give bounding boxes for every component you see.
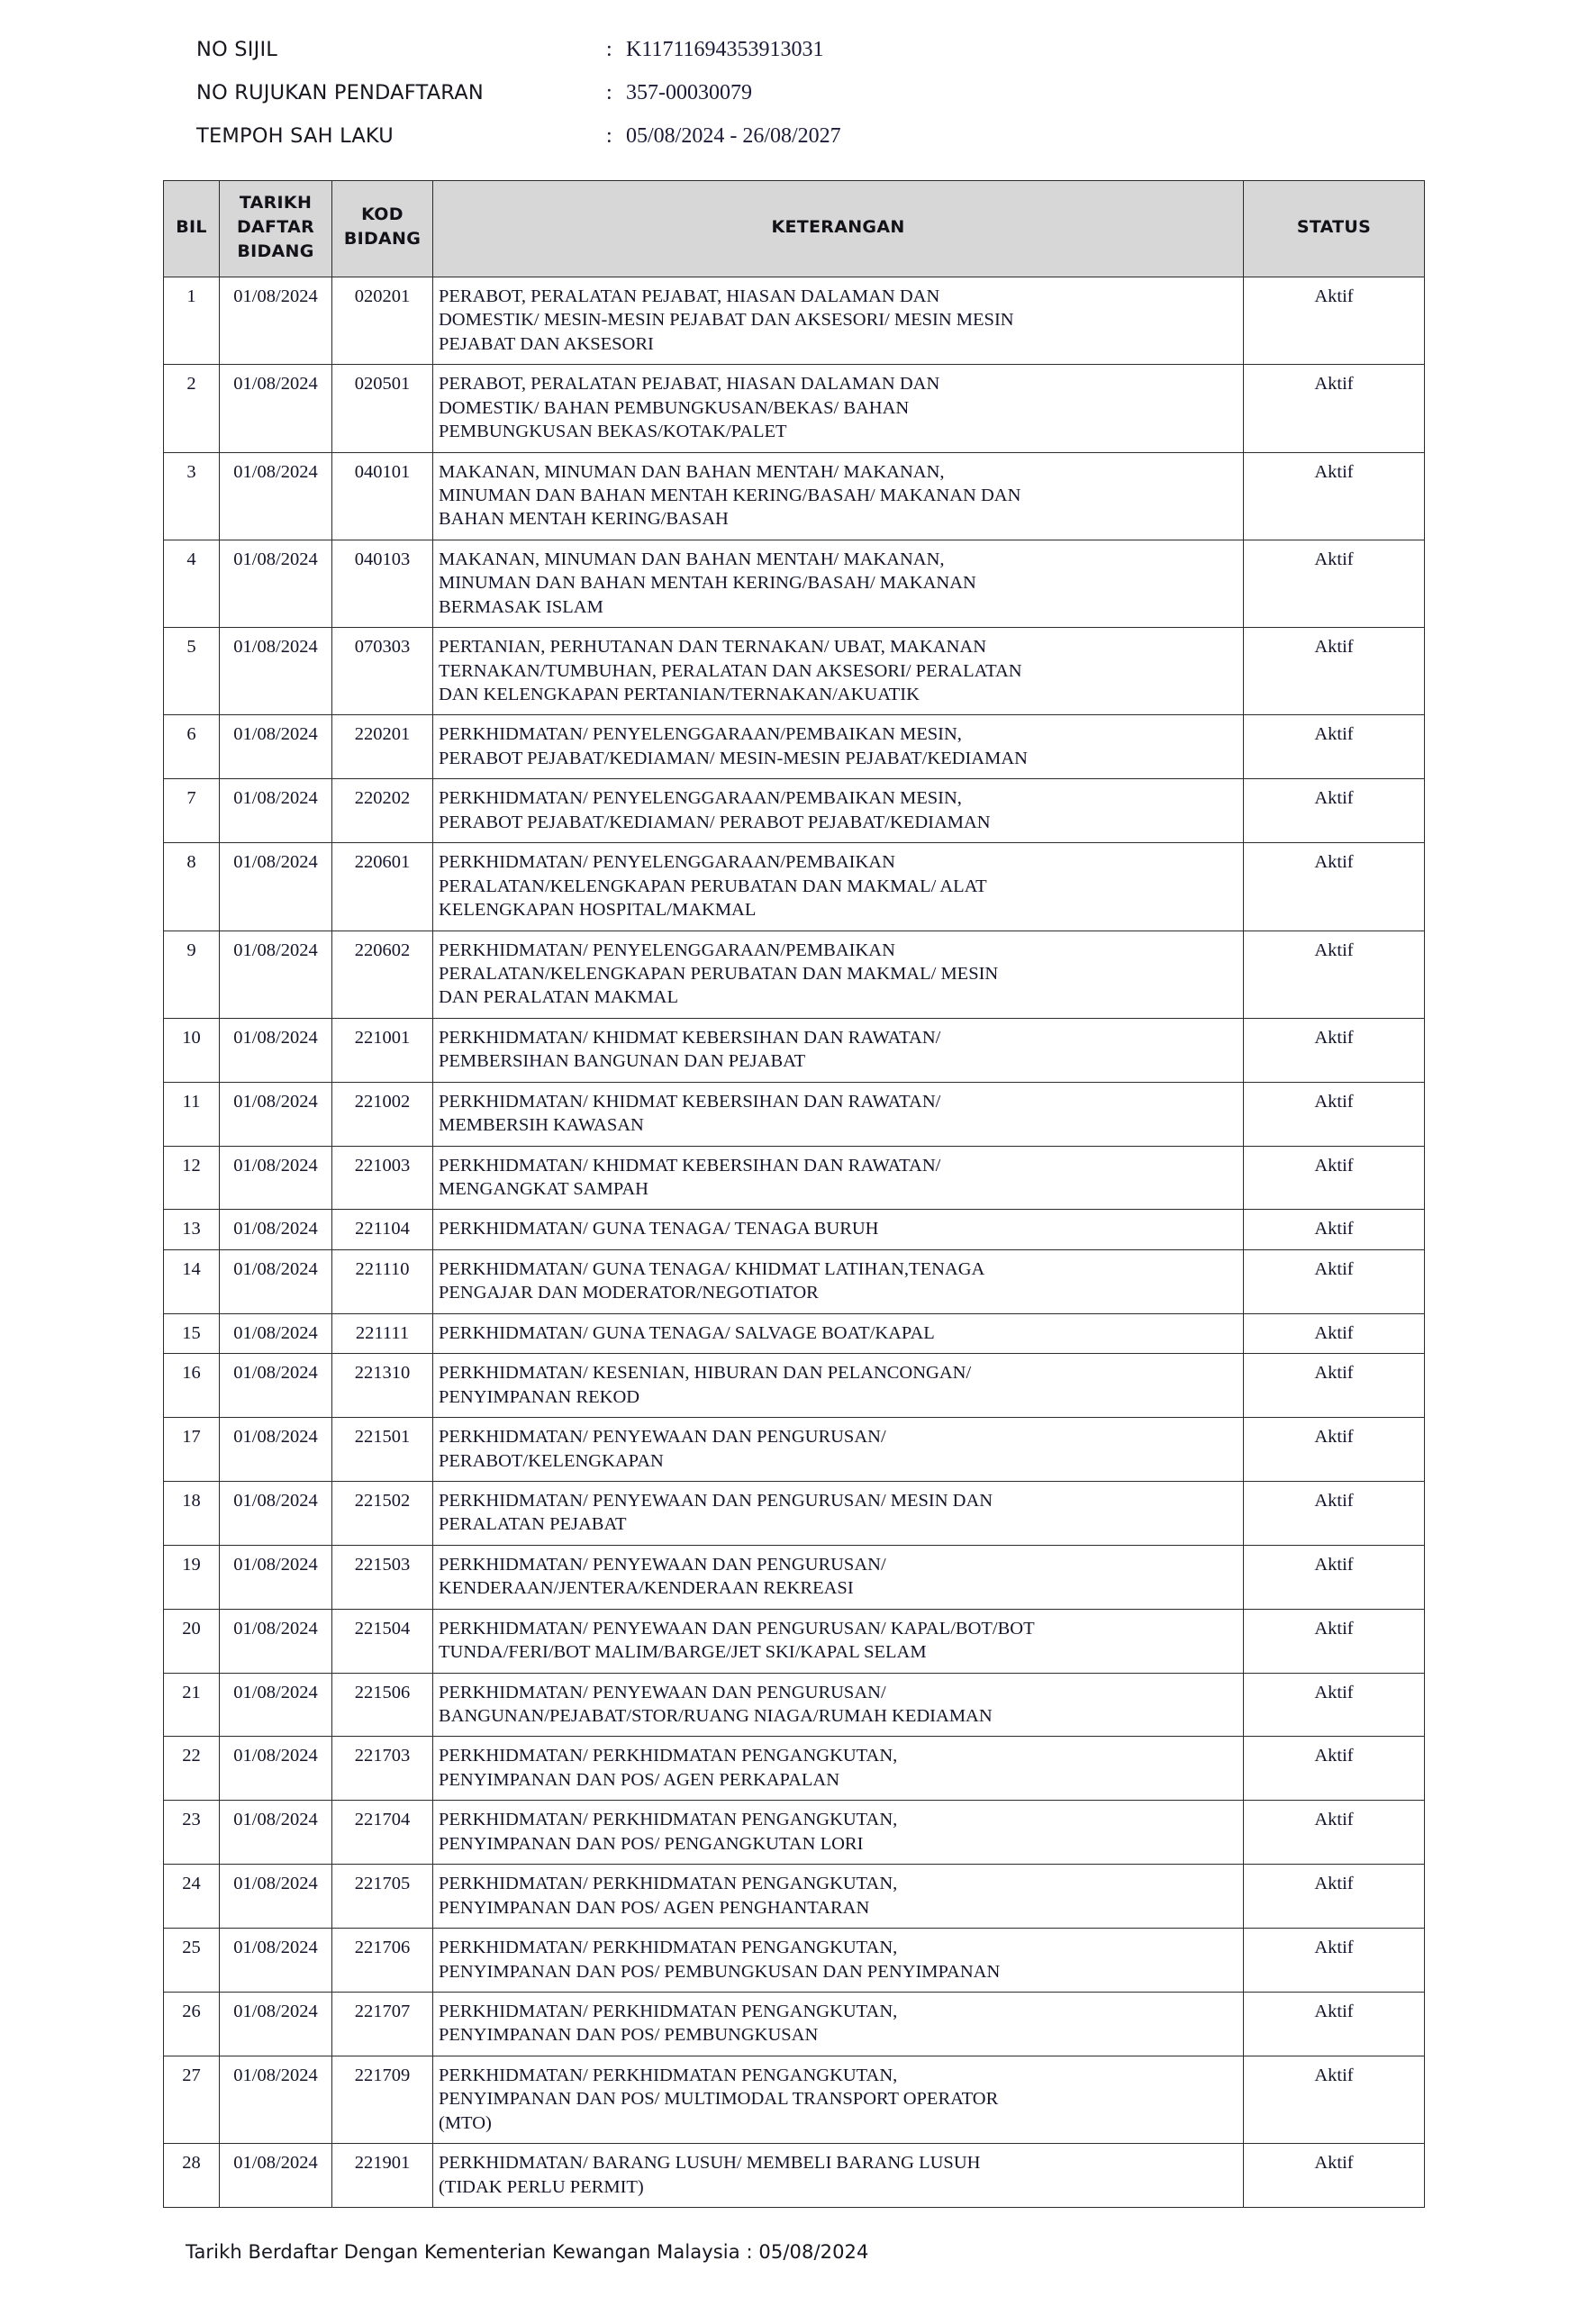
- column-header-tarikh-line-2: DAFTAR: [236, 216, 315, 237]
- status-badge: Aktif: [1244, 1929, 1425, 1993]
- cell-bil: 18: [164, 1481, 220, 1545]
- status-badge: Aktif: [1244, 779, 1425, 843]
- cell-bil: 8: [164, 843, 220, 931]
- column-header-bil-line-1: BIL: [176, 216, 207, 237]
- keterangan-line: MEMBERSIH KAWASAN: [439, 1115, 644, 1136]
- keterangan-line: PEMBUNGKUSAN BEKAS/KOTAK/PALET: [439, 422, 787, 442]
- cell-tarikh-daftar-bidang: 01/08/2024: [220, 1082, 332, 1146]
- column-header-status-line-1: STATUS: [1296, 216, 1372, 237]
- status-badge: Aktif: [1244, 540, 1425, 627]
- status-badge: Aktif: [1244, 1082, 1425, 1146]
- cell-kod-bidang: 040103: [332, 540, 433, 627]
- cell-tarikh-daftar-bidang: 01/08/2024: [220, 931, 332, 1018]
- keterangan-line: PENYIMPANAN DAN POS/ PEMBUNGKUSAN DAN PENYIMPANAN: [439, 1961, 1001, 1982]
- keterangan-line: PERKHIDMATAN/ KHIDMAT KEBERSIHAN DAN RAWATAN/: [439, 1091, 941, 1112]
- table-row: [164, 1249, 1425, 1313]
- keterangan-line: PERABOT/KELENGKAPAN: [439, 1450, 664, 1471]
- cell-tarikh-daftar-bidang: 01/08/2024: [220, 452, 332, 540]
- cell-tarikh-daftar-bidang: 01/08/2024: [220, 1992, 332, 2056]
- cell-keterangan: [433, 1210, 1244, 1249]
- table-row: [164, 1210, 1425, 1249]
- column-header-kod-bidang: [332, 181, 433, 277]
- cell-kod-bidang: 221706: [332, 1929, 433, 1993]
- cell-kod-bidang: 221709: [332, 2056, 433, 2143]
- keterangan-line: PERKHIDMATAN/ PENYEWAAN DAN PENGURUSAN/: [439, 1427, 886, 1448]
- cell-kod-bidang: 040101: [332, 452, 433, 540]
- status-badge: Aktif: [1244, 1609, 1425, 1673]
- status-badge: Aktif: [1244, 1018, 1425, 1082]
- keterangan-line: PEMBERSIHAN BANGUNAN DAN PEJABAT: [439, 1051, 806, 1072]
- column-header-kod-line-1: KOD: [361, 204, 404, 225]
- keterangan-line: MAKANAN, MINUMAN DAN BAHAN MENTAH/ MAKANAN,: [439, 461, 945, 482]
- keterangan-line: PERKHIDMATAN/ PERKHIDMATAN PENGANGKUTAN,: [439, 1810, 898, 1830]
- keterangan-line: PENYIMPANAN DAN POS/ PENGANGKUTAN LORI: [439, 1833, 864, 1854]
- cell-keterangan: [433, 1354, 1244, 1418]
- cell-tarikh-daftar-bidang: 01/08/2024: [220, 277, 332, 364]
- cell-bil: 22: [164, 1737, 220, 1801]
- cell-kod-bidang: 221111: [332, 1313, 433, 1353]
- keterangan-line: BANGUNAN/PEJABAT/STOR/RUANG NIAGA/RUMAH KEDIAMAN: [439, 1706, 993, 1727]
- cell-tarikh-daftar-bidang: 01/08/2024: [220, 1018, 332, 1082]
- status-badge: Aktif: [1244, 1481, 1425, 1545]
- cell-tarikh-daftar-bidang: 01/08/2024: [220, 1545, 332, 1609]
- cell-bil: 2: [164, 365, 220, 452]
- cell-kod-bidang: 221707: [332, 1992, 433, 2056]
- cell-bil: 16: [164, 1354, 220, 1418]
- status-badge: Aktif: [1244, 1865, 1425, 1929]
- keterangan-line: PERKHIDMATAN/ KESENIAN, HIBURAN DAN PELANCONGAN/: [439, 1363, 972, 1384]
- cell-kod-bidang: 221705: [332, 1865, 433, 1929]
- keterangan-line: MENGANGKAT SAMPAH: [439, 1179, 648, 1200]
- cell-bil: 3: [164, 452, 220, 540]
- cell-bil: 10: [164, 1018, 220, 1082]
- cell-keterangan: [433, 843, 1244, 931]
- cell-tarikh-daftar-bidang: 01/08/2024: [220, 1737, 332, 1801]
- keterangan-line: PERKHIDMATAN/ PENYELENGGARAAN/PEMBAIKAN MESIN,: [439, 724, 962, 745]
- cell-kod-bidang: 221901: [332, 2144, 433, 2208]
- cell-tarikh-daftar-bidang: 01/08/2024: [220, 1673, 332, 1737]
- cell-bil: 7: [164, 779, 220, 843]
- table-row: [164, 1737, 1425, 1801]
- status-badge: Aktif: [1244, 1354, 1425, 1418]
- meta-row-tempoh-sah-laku: [196, 124, 1187, 168]
- cell-kod-bidang: 220602: [332, 931, 433, 1018]
- cell-bil: 12: [164, 1146, 220, 1210]
- cell-keterangan: [433, 1545, 1244, 1609]
- table-row: [164, 1313, 1425, 1353]
- keterangan-line: BAHAN MENTAH KERING/BASAH: [439, 509, 729, 530]
- cell-kod-bidang: 221003: [332, 1146, 433, 1210]
- meta-colon-no-rujukan-pendaftaran: :: [606, 81, 612, 104]
- cell-keterangan: [433, 1673, 1244, 1737]
- table-row: [164, 715, 1425, 779]
- keterangan-line: MINUMAN DAN BAHAN MENTAH KERING/BASAH/ MAKANAN DAN: [439, 485, 1021, 505]
- table-row: [164, 1354, 1425, 1418]
- status-badge: Aktif: [1244, 1673, 1425, 1737]
- cell-kod-bidang: 221503: [332, 1545, 433, 1609]
- table-header-row: [164, 181, 1425, 277]
- cell-kod-bidang: 221104: [332, 1210, 433, 1249]
- column-header-tarikh-line-3: BIDANG: [237, 241, 314, 261]
- cell-keterangan: [433, 1146, 1244, 1210]
- keterangan-line: DOMESTIK/ BAHAN PEMBUNGKUSAN/BEKAS/ BAHAN: [439, 397, 910, 418]
- column-header-keterangan: [433, 181, 1244, 277]
- table-row: [164, 1929, 1425, 1993]
- table-row: [164, 1481, 1425, 1545]
- table-row: [164, 1992, 1425, 2056]
- cell-bil: 13: [164, 1210, 220, 1249]
- cell-kod-bidang: 220201: [332, 715, 433, 779]
- cell-keterangan: [433, 715, 1244, 779]
- status-badge: Aktif: [1244, 1801, 1425, 1865]
- keterangan-line: DOMESTIK/ MESIN-MESIN PEJABAT DAN AKSESORI/ MESIN MESIN: [439, 310, 1014, 331]
- cell-keterangan: [433, 1609, 1244, 1673]
- cell-keterangan: [433, 277, 1244, 364]
- keterangan-line: PERKHIDMATAN/ PERKHIDMATAN PENGANGKUTAN,: [439, 2001, 898, 2021]
- keterangan-line: PERKHIDMATAN/ PERKHIDMATAN PENGANGKUTAN,: [439, 1746, 898, 1766]
- table-row: [164, 1418, 1425, 1482]
- keterangan-line: PERKHIDMATAN/ PERKHIDMATAN PENGANGKUTAN,: [439, 1938, 898, 1958]
- bidang-table-head: [164, 181, 1425, 277]
- cell-tarikh-daftar-bidang: 01/08/2024: [220, 1313, 332, 1353]
- cell-keterangan: [433, 1418, 1244, 1482]
- status-badge: Aktif: [1244, 843, 1425, 931]
- status-badge: Aktif: [1244, 365, 1425, 452]
- cell-kod-bidang: 221002: [332, 1082, 433, 1146]
- keterangan-line: DAN PERALATAN MAKMAL: [439, 987, 678, 1008]
- keterangan-line: PERABOT, PERALATAN PEJABAT, HIASAN DALAMAN DAN: [439, 374, 940, 395]
- meta-value-no-sijil: K11711694353913031: [626, 38, 824, 61]
- cell-kod-bidang: 221501: [332, 1418, 433, 1482]
- meta-label-tempoh-sah-laku: TEMPOH SAH LAKU: [196, 124, 394, 148]
- keterangan-line: PERALATAN/KELENGKAPAN PERUBATAN DAN MAKMAL/ ALAT: [439, 876, 987, 896]
- cell-keterangan: [433, 1737, 1244, 1801]
- cell-kod-bidang: 221310: [332, 1354, 433, 1418]
- table-row: [164, 1865, 1425, 1929]
- status-badge: Aktif: [1244, 1737, 1425, 1801]
- meta-colon-tempoh-sah-laku: :: [606, 124, 612, 148]
- table-row: [164, 540, 1425, 627]
- cell-kod-bidang: 221506: [332, 1673, 433, 1737]
- keterangan-line: PENYIMPANAN DAN POS/ AGEN PENGHANTARAN: [439, 1897, 870, 1918]
- table-row: [164, 277, 1425, 364]
- table-row: [164, 628, 1425, 715]
- status-badge: Aktif: [1244, 628, 1425, 715]
- keterangan-line: PERKHIDMATAN/ GUNA TENAGA/ SALVAGE BOAT/KAPAL: [439, 1322, 935, 1343]
- cell-keterangan: [433, 1929, 1244, 1993]
- cell-tarikh-daftar-bidang: 01/08/2024: [220, 843, 332, 931]
- meta-value-tempoh-sah-laku: 05/08/2024 - 26/08/2027: [626, 124, 841, 148]
- keterangan-line: KELENGKAPAN HOSPITAL/MAKMAL: [439, 900, 757, 921]
- cell-keterangan: [433, 779, 1244, 843]
- table-row: [164, 365, 1425, 452]
- keterangan-line: PERKHIDMATAN/ PENYELENGGARAAN/PEMBAIKAN: [439, 852, 895, 873]
- status-badge: Aktif: [1244, 1249, 1425, 1313]
- cell-tarikh-daftar-bidang: 01/08/2024: [220, 365, 332, 452]
- keterangan-line: PERKHIDMATAN/ PENYEWAAN DAN PENGURUSAN/: [439, 1682, 886, 1702]
- cell-tarikh-daftar-bidang: 01/08/2024: [220, 1801, 332, 1865]
- status-badge: Aktif: [1244, 2144, 1425, 2208]
- cell-bil: 6: [164, 715, 220, 779]
- cell-keterangan: [433, 1082, 1244, 1146]
- cell-tarikh-daftar-bidang: 01/08/2024: [220, 1609, 332, 1673]
- cell-tarikh-daftar-bidang: 01/08/2024: [220, 779, 332, 843]
- cell-bil: 4: [164, 540, 220, 627]
- column-header-kod-line-2: BIDANG: [343, 229, 422, 250]
- cell-bil: 19: [164, 1545, 220, 1609]
- meta-label-no-sijil: NO SIJIL: [196, 38, 278, 61]
- cell-kod-bidang: 221704: [332, 1801, 433, 1865]
- keterangan-line: MINUMAN DAN BAHAN MENTAH KERING/BASAH/ MAKANAN: [439, 573, 976, 594]
- keterangan-line: PERALATAN/KELENGKAPAN PERUBATAN DAN MAKMAL/ MESIN: [439, 963, 999, 984]
- status-badge: Aktif: [1244, 2056, 1425, 2143]
- keterangan-line: PENYIMPANAN DAN POS/ MULTIMODAL TRANSPORT OPERATOR: [439, 2089, 999, 2110]
- keterangan-line: MAKANAN, MINUMAN DAN BAHAN MENTAH/ MAKANAN,: [439, 549, 945, 569]
- cell-bil: 5: [164, 628, 220, 715]
- registration-date-footer: Tarikh Berdaftar Dengan Kementerian Kewangan Malaysia : 05/08/2024: [186, 2241, 869, 2263]
- table-row: [164, 1146, 1425, 1210]
- status-badge: Aktif: [1244, 1418, 1425, 1482]
- cell-tarikh-daftar-bidang: 01/08/2024: [220, 1929, 332, 1993]
- keterangan-line: PERABOT PEJABAT/KEDIAMAN/ PERABOT PEJABAT/KEDIAMAN: [439, 812, 991, 832]
- cell-tarikh-daftar-bidang: 01/08/2024: [220, 540, 332, 627]
- status-badge: Aktif: [1244, 452, 1425, 540]
- meta-row-no-sijil: [196, 38, 1187, 81]
- keterangan-line: PERKHIDMATAN/ PENYEWAAN DAN PENGURUSAN/: [439, 1554, 886, 1575]
- meta-row-no-rujukan-pendaftaran: [196, 81, 1187, 124]
- cell-bil: 27: [164, 2056, 220, 2143]
- bidang-table-wrapper: [163, 180, 1424, 2208]
- cell-bil: 23: [164, 1801, 220, 1865]
- cell-kod-bidang: 221502: [332, 1481, 433, 1545]
- keterangan-line: PERKHIDMATAN/ KHIDMAT KEBERSIHAN DAN RAWATAN/: [439, 1155, 941, 1176]
- keterangan-line: PERKHIDMATAN/ PERKHIDMATAN PENGANGKUTAN,: [439, 1874, 898, 1894]
- cell-tarikh-daftar-bidang: 01/08/2024: [220, 715, 332, 779]
- cell-kod-bidang: 020501: [332, 365, 433, 452]
- cell-keterangan: [433, 931, 1244, 1018]
- keterangan-line: KENDERAAN/JENTERA/KENDERAAN REKREASI: [439, 1578, 854, 1599]
- cell-bil: 14: [164, 1249, 220, 1313]
- cell-tarikh-daftar-bidang: 01/08/2024: [220, 1865, 332, 1929]
- meta-colon-no-sijil: :: [606, 38, 612, 61]
- keterangan-line: PERKHIDMATAN/ KHIDMAT KEBERSIHAN DAN RAWATAN/: [439, 1027, 941, 1048]
- cell-tarikh-daftar-bidang: 01/08/2024: [220, 1210, 332, 1249]
- table-row: [164, 1801, 1425, 1865]
- cell-kod-bidang: 220601: [332, 843, 433, 931]
- keterangan-line: TERNAKAN/TUMBUHAN, PERALATAN DAN AKSESORI/ PERALATAN: [439, 660, 1022, 681]
- column-header-status: [1244, 181, 1425, 277]
- table-row: [164, 843, 1425, 931]
- cell-kod-bidang: 070303: [332, 628, 433, 715]
- table-row: [164, 452, 1425, 540]
- cell-bil: 24: [164, 1865, 220, 1929]
- status-badge: Aktif: [1244, 1992, 1425, 2056]
- keterangan-line: PERKHIDMATAN/ GUNA TENAGA/ KHIDMAT LATIHAN,TENAGA: [439, 1258, 985, 1279]
- keterangan-line: PENYIMPANAN DAN POS/ PEMBUNGKUSAN: [439, 2025, 819, 2046]
- cell-tarikh-daftar-bidang: 01/08/2024: [220, 1249, 332, 1313]
- keterangan-line: PEJABAT DAN AKSESORI: [439, 333, 654, 354]
- cell-kod-bidang: 221001: [332, 1018, 433, 1082]
- cell-keterangan: [433, 1992, 1244, 2056]
- table-row: [164, 2056, 1425, 2143]
- cell-keterangan: [433, 365, 1244, 452]
- cell-tarikh-daftar-bidang: 01/08/2024: [220, 1354, 332, 1418]
- meta-label-no-rujukan-pendaftaran: NO RUJUKAN PENDAFTARAN: [196, 81, 484, 104]
- status-badge: Aktif: [1244, 1146, 1425, 1210]
- cell-kod-bidang: 221703: [332, 1737, 433, 1801]
- cell-kod-bidang: 220202: [332, 779, 433, 843]
- cell-keterangan: [433, 1865, 1244, 1929]
- cell-tarikh-daftar-bidang: 01/08/2024: [220, 2056, 332, 2143]
- cell-bil: 17: [164, 1418, 220, 1482]
- cell-bil: 20: [164, 1609, 220, 1673]
- keterangan-line: PERALATAN PEJABAT: [439, 1514, 627, 1535]
- cell-keterangan: [433, 1313, 1244, 1353]
- status-badge: Aktif: [1244, 1313, 1425, 1353]
- keterangan-line: PENGAJAR DAN MODERATOR/NEGOTIATOR: [439, 1283, 819, 1303]
- table-row: [164, 1018, 1425, 1082]
- status-badge: Aktif: [1244, 277, 1425, 364]
- status-badge: Aktif: [1244, 1210, 1425, 1249]
- keterangan-line: PERKHIDMATAN/ PENYEWAAN DAN PENGURUSAN/ KAPAL/BOT/BOT: [439, 1618, 1035, 1639]
- cell-tarikh-daftar-bidang: 01/08/2024: [220, 1146, 332, 1210]
- cell-keterangan: [433, 1018, 1244, 1082]
- cell-tarikh-daftar-bidang: 01/08/2024: [220, 628, 332, 715]
- keterangan-line: PERKHIDMATAN/ GUNA TENAGA/ TENAGA BURUH: [439, 1219, 879, 1239]
- keterangan-line: PENYIMPANAN DAN POS/ AGEN PERKAPALAN: [439, 1769, 840, 1790]
- status-badge: Aktif: [1244, 715, 1425, 779]
- keterangan-line: PERKHIDMATAN/ PENYELENGGARAAN/PEMBAIKAN: [439, 940, 895, 960]
- keterangan-line: PERKHIDMATAN/ BARANG LUSUH/ MEMBELI BARANG LUSUH: [439, 2153, 981, 2174]
- table-row: [164, 1673, 1425, 1737]
- keterangan-line: PERABOT PEJABAT/KEDIAMAN/ MESIN-MESIN PEJABAT/KEDIAMAN: [439, 748, 1028, 768]
- cell-keterangan: [433, 452, 1244, 540]
- cell-keterangan: [433, 2144, 1244, 2208]
- keterangan-line: PERABOT, PERALATAN PEJABAT, HIASAN DALAMAN DAN: [439, 286, 940, 306]
- keterangan-line: (MTO): [439, 2112, 492, 2133]
- column-header-tarikh-line-1: TARIKH: [239, 193, 313, 213]
- keterangan-line: TUNDA/FERI/BOT MALIM/BARGE/JET SKI/KAPAL SELAM: [439, 1642, 927, 1663]
- cell-bil: 1: [164, 277, 220, 364]
- keterangan-line: BERMASAK ISLAM: [439, 596, 603, 617]
- bidang-table-body: [164, 277, 1425, 2207]
- cell-keterangan: [433, 540, 1244, 627]
- cell-keterangan: [433, 2056, 1244, 2143]
- meta-value-no-rujukan-pendaftaran: 357-00030079: [626, 81, 752, 104]
- table-row: [164, 931, 1425, 1018]
- cell-keterangan: [433, 1249, 1244, 1313]
- keterangan-line: PENYIMPANAN REKOD: [439, 1386, 640, 1407]
- status-badge: Aktif: [1244, 931, 1425, 1018]
- table-row: [164, 1609, 1425, 1673]
- cell-bil: 26: [164, 1992, 220, 2056]
- column-header-tarikh-daftar-bidang: [220, 181, 332, 277]
- keterangan-line: (TIDAK PERLU PERMIT): [439, 2176, 644, 2197]
- keterangan-line: PERKHIDMATAN/ PENYELENGGARAAN/PEMBAIKAN MESIN,: [439, 788, 962, 809]
- cell-kod-bidang: 221110: [332, 1249, 433, 1313]
- cell-keterangan: [433, 1801, 1244, 1865]
- cell-bil: 21: [164, 1673, 220, 1737]
- cell-kod-bidang: 020201: [332, 277, 433, 364]
- cell-kod-bidang: 221504: [332, 1609, 433, 1673]
- keterangan-line: PERKHIDMATAN/ PENYEWAAN DAN PENGURUSAN/ MESIN DAN: [439, 1490, 993, 1511]
- cell-tarikh-daftar-bidang: 01/08/2024: [220, 2144, 332, 2208]
- cell-tarikh-daftar-bidang: 01/08/2024: [220, 1481, 332, 1545]
- cell-keterangan: [433, 1481, 1244, 1545]
- bidang-table: [163, 180, 1425, 2208]
- keterangan-line: PERTANIAN, PERHUTANAN DAN TERNAKAN/ UBAT, MAKANAN: [439, 637, 987, 658]
- status-badge: Aktif: [1244, 1545, 1425, 1609]
- cell-tarikh-daftar-bidang: 01/08/2024: [220, 1418, 332, 1482]
- table-row: [164, 2144, 1425, 2208]
- keterangan-line: DAN KELENGKAPAN PERTANIAN/TERNAKAN/AKUATIK: [439, 685, 920, 705]
- cell-bil: 25: [164, 1929, 220, 1993]
- table-row: [164, 779, 1425, 843]
- table-row: [164, 1545, 1425, 1609]
- cell-bil: 15: [164, 1313, 220, 1353]
- cell-keterangan: [433, 628, 1244, 715]
- column-header-keterangan-line-1: KETERANGAN: [771, 216, 905, 237]
- column-header-bil: [164, 181, 220, 277]
- cell-bil: 11: [164, 1082, 220, 1146]
- table-row: [164, 1082, 1425, 1146]
- cell-bil: 9: [164, 931, 220, 1018]
- certificate-meta-block: [196, 38, 1187, 168]
- cell-bil: 28: [164, 2144, 220, 2208]
- keterangan-line: PERKHIDMATAN/ PERKHIDMATAN PENGANGKUTAN,: [439, 2065, 898, 2085]
